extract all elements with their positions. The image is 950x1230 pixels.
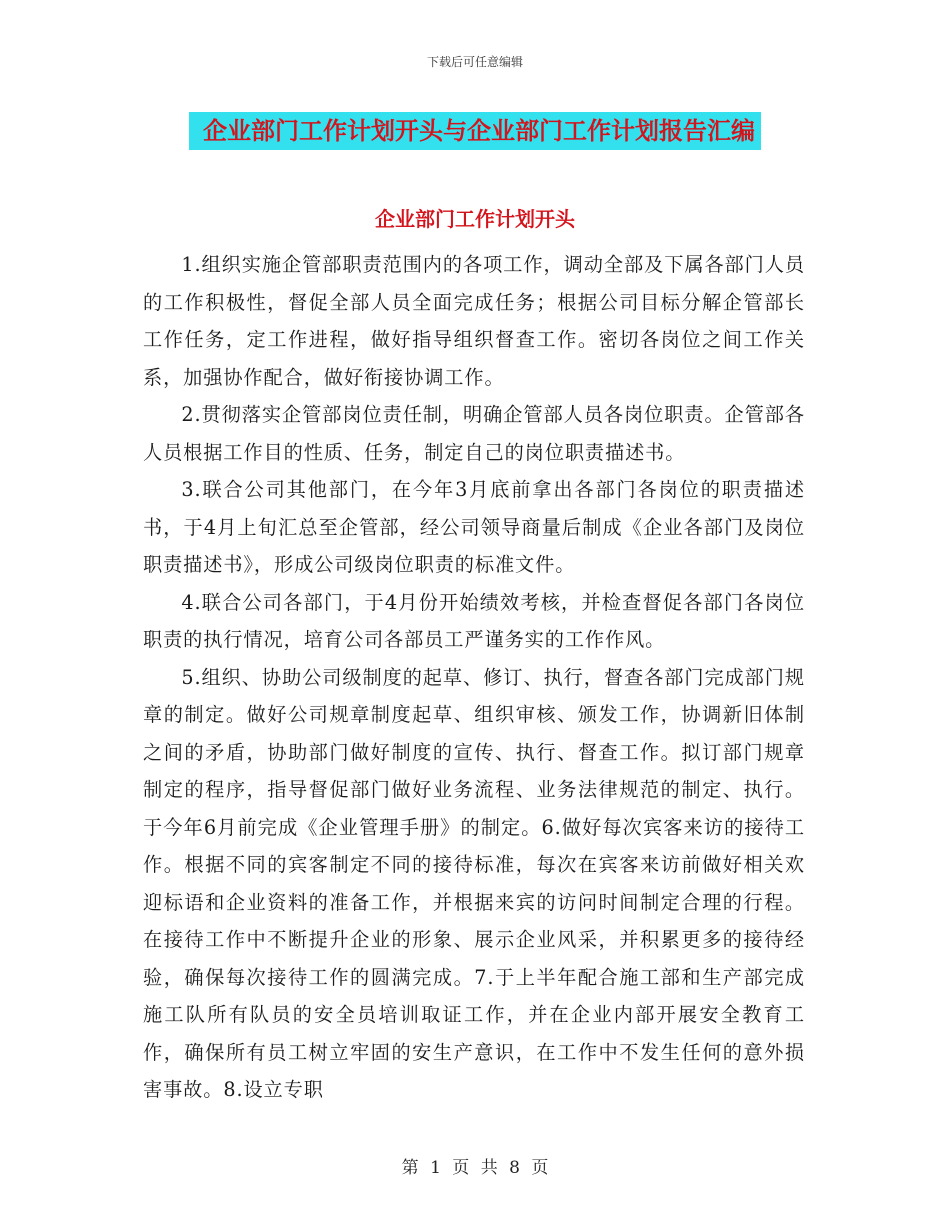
paragraph-1: 1.组织实施企管部职责范围内的各项工作，调动全部及下属各部门人员的工作积极性，督促全部人员全面完成任务；根据公司目标分解企管部长工作任务，定工作进程，做好指导组织督查工作。密切各岗位之间工作关系，加强协作配合，做好衔接协调工作。 (143, 253, 805, 389)
paragraph-3: 3.联合公司其他部门，在今年3月底前拿出各部门各岗位的职责描述书，于4月上旬汇总至企管部，经公司领导商量后制成《企业各部门及岗位职责描述书》，形成公司级岗位职责的标准文件。 (143, 478, 805, 576)
document-body (143, 246, 805, 1109)
paragraph-2: 2.贯彻落实企管部岗位责任制，明确企管部人员各岗位职责。企管部各人员根据工作目的性质、任务，制定自己的岗位职责描述书。 (143, 403, 805, 464)
document-title-text: 企业部门工作计划开头与企业部门工作计划报告汇编 (189, 112, 761, 150)
paragraph-4: 4.联合公司各部门，于4月份开始绩效考核，并检查督促各部门各岗位职责的执行情况，培育公司各部员工严谨务实的工作作风。 (143, 590, 805, 651)
paragraph-5: 5.组织、协助公司级制度的起草、修订、执行，督查各部门完成部门规章的制定。做好公司规章制度起草、组织审核、颁发工作，协调新旧体制之间的矛盾，协助部门做好制度的宣传、执行、督查工作。拟订部门规章制定的程序，指导督促部门做好业务流程、业务法律规范的制定、执行。于今年6月前完成《企业管理手册》的制定。6.做好每次宾客来访的接待工作。根据不同的宾客制定不同的接待标准，每次在宾客来访前做好相关欢迎标语和企业资料的准备工作，并根据来宾的访问时间制定合理的行程。在接待工作中不断提升企业的形象、展示企业风采，并积累更多的接待经验，确保每次接待工作的圆满完成。7.于上半年配合施工部和生产部完成施工队所有队员的安全员培训取证工作，并在企业内部开展安全教育工作，确保所有员工树立牢固的安生产意识，在工作中不发生任何的意外损害事故。8.设立专职 (143, 665, 805, 1101)
page-number: 第 1 页 共 8 页 (401, 1158, 549, 1178)
page-header-note: 下载后可任意编辑 (426, 55, 523, 69)
document-title (0, 112, 950, 150)
section-title: 企业部门工作计划开头 (375, 207, 575, 231)
